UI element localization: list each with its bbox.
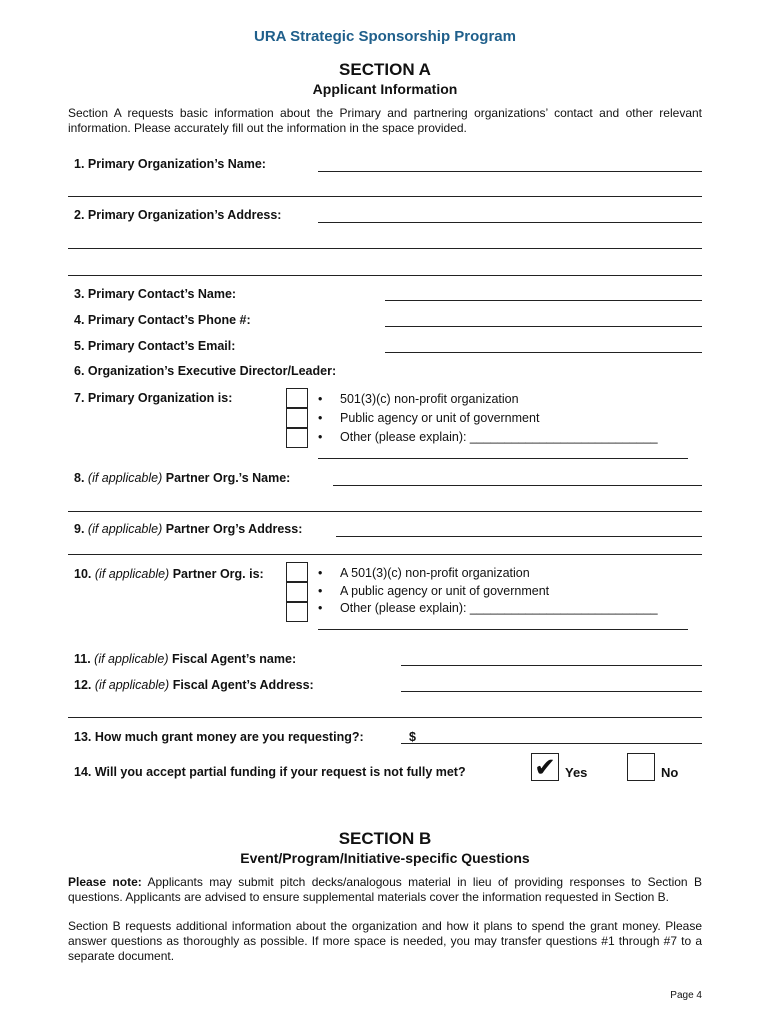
bullet-icon: • (318, 411, 323, 425)
q5-input-line[interactable] (385, 352, 702, 353)
q3-label: 3. Primary Contact’s Name: (74, 287, 237, 301)
q11-qualifier: (if applicable) (94, 652, 169, 666)
q9-input-line-2[interactable] (68, 554, 702, 555)
q8-text: Partner Org.’s Name: (165, 471, 291, 485)
q7-explain-line[interactable] (318, 458, 688, 459)
q9-text: Partner Org’s Address: (165, 522, 303, 536)
bullet-icon: • (318, 430, 323, 444)
bullet-icon: • (318, 566, 323, 580)
q10-option-label: A 501(3)(c) non-profit organization (340, 566, 530, 580)
section-a-intro: Section A requests basic information about the Primary and partnering organizations’ contact and other relevant information. Please accurately fill out the information in the space provided. (68, 106, 702, 135)
q11-text: Fiscal Agent’s name: (172, 652, 297, 666)
q8-input-line[interactable] (333, 485, 702, 486)
bullet-icon: • (318, 584, 323, 598)
q10-option-label: A public agency or unit of government (340, 584, 550, 598)
q11-label (74, 652, 296, 666)
bullet-icon: • (318, 392, 323, 406)
q11-number: 11. (74, 652, 91, 666)
section-b-intro: Section B requests additional information about the organization and how it plans to spend the grant money. Please answer questions as thoroughly as possible. If more space is needed, you may transfer questions #1 through #7 to a separate document. (68, 919, 702, 963)
q9-qualifier: (if applicable) (87, 522, 163, 536)
q10-explain-line[interactable] (318, 629, 688, 630)
q10-number: 10. (74, 567, 92, 581)
q10-text: Partner Org. is: (172, 567, 264, 581)
q6-label: 6. Organization’s Executive Director/Leader: (74, 364, 337, 378)
note-text: Applicants may submit pitch decks/analogous material in lieu of providing responses to Section B questions. Applicants are advised to ensure supplemental materials cover the information requested in Section B. (68, 875, 702, 904)
q10-checkbox-public-agency[interactable] (286, 582, 308, 602)
q7-option-label: 501(3)(c) non-profit organization (340, 392, 519, 406)
q2-input-line-2[interactable] (68, 248, 702, 249)
page-number: Page 4 (670, 990, 702, 1001)
program-title: URA Strategic Sponsorship Program (254, 28, 516, 45)
q10-checkbox-nonprofit[interactable] (286, 562, 308, 582)
q3-input-line[interactable] (385, 300, 702, 301)
q8-number: 8. (74, 471, 85, 485)
q4-input-line[interactable] (385, 326, 702, 327)
q14-yes-label: Yes (565, 765, 588, 780)
q13-label: 13. How much grant money are you requesting?: (74, 730, 364, 744)
q1-input-line[interactable] (318, 171, 702, 172)
section-b-subtitle: Event/Program/Initiative-specific Questions (240, 850, 530, 866)
q12-number: 12. (74, 678, 92, 692)
q8-input-line-2[interactable] (68, 511, 702, 512)
q7-option-label: Other (please explain): ___________________________ (340, 430, 658, 444)
q12-text: Fiscal Agent’s Address: (172, 678, 314, 692)
q12-label (74, 678, 314, 692)
q9-input-line[interactable] (336, 536, 702, 537)
q10-label (74, 567, 264, 581)
q14-label: 14. Will you accept partial funding if your request is not fully met? (74, 765, 466, 779)
q1-input-line-2[interactable] (68, 196, 702, 197)
checkmark-icon: ✔ (534, 752, 556, 782)
bullet-icon: • (318, 601, 323, 615)
section-a-subtitle: Applicant Information (312, 81, 458, 97)
q10-checkbox-other[interactable] (286, 602, 308, 622)
q2-input-line-3[interactable] (68, 275, 702, 276)
q2-input-line[interactable] (318, 222, 702, 223)
q7-option-other (318, 430, 658, 444)
note-label: Please note: (68, 875, 142, 889)
q10-option-other (318, 601, 658, 615)
section-b-title: SECTION B (338, 829, 432, 848)
q12-input-line[interactable] (401, 691, 702, 692)
q8-label (74, 471, 290, 485)
q10-option-nonprofit (318, 566, 530, 580)
q5-label: 5. Primary Contact’s Email: (74, 339, 236, 353)
q11-input-line[interactable] (401, 665, 702, 666)
q8-qualifier: (if applicable) (87, 471, 163, 485)
q1-label: 1. Primary Organization’s Name: (74, 157, 266, 171)
q14-no-label: No (661, 765, 679, 780)
q4-label: 4. Primary Contact’s Phone #: (74, 313, 251, 327)
q7-option-nonprofit (318, 392, 519, 406)
section-b-note (68, 875, 702, 905)
q2-label: 2. Primary Organization’s Address: (74, 208, 282, 222)
section-a-title: SECTION A (339, 60, 431, 79)
q14-yes-checkbox[interactable] (531, 753, 559, 781)
q10-option-label: Other (please explain): ___________________________ (340, 601, 658, 615)
q12-input-line-2[interactable] (68, 717, 702, 718)
q7-option-label: Public agency or unit of government (340, 411, 540, 425)
q7-checkbox-other[interactable] (286, 428, 308, 448)
q12-qualifier: (if applicable) (94, 678, 170, 692)
q13-dollar-sign: $ (409, 730, 416, 744)
q14-no-checkbox[interactable] (627, 753, 655, 781)
q13-amount-line[interactable] (401, 743, 702, 744)
q10-option-public-agency (318, 584, 549, 598)
q7-label: 7. Primary Organization is: (74, 391, 233, 405)
q7-checkbox-nonprofit[interactable] (286, 388, 308, 408)
q7-checkbox-public-agency[interactable] (286, 408, 308, 428)
q7-option-public-agency (318, 411, 539, 425)
q10-qualifier: (if applicable) (94, 567, 170, 581)
q9-number: 9. (74, 522, 85, 536)
q9-label (74, 522, 302, 536)
